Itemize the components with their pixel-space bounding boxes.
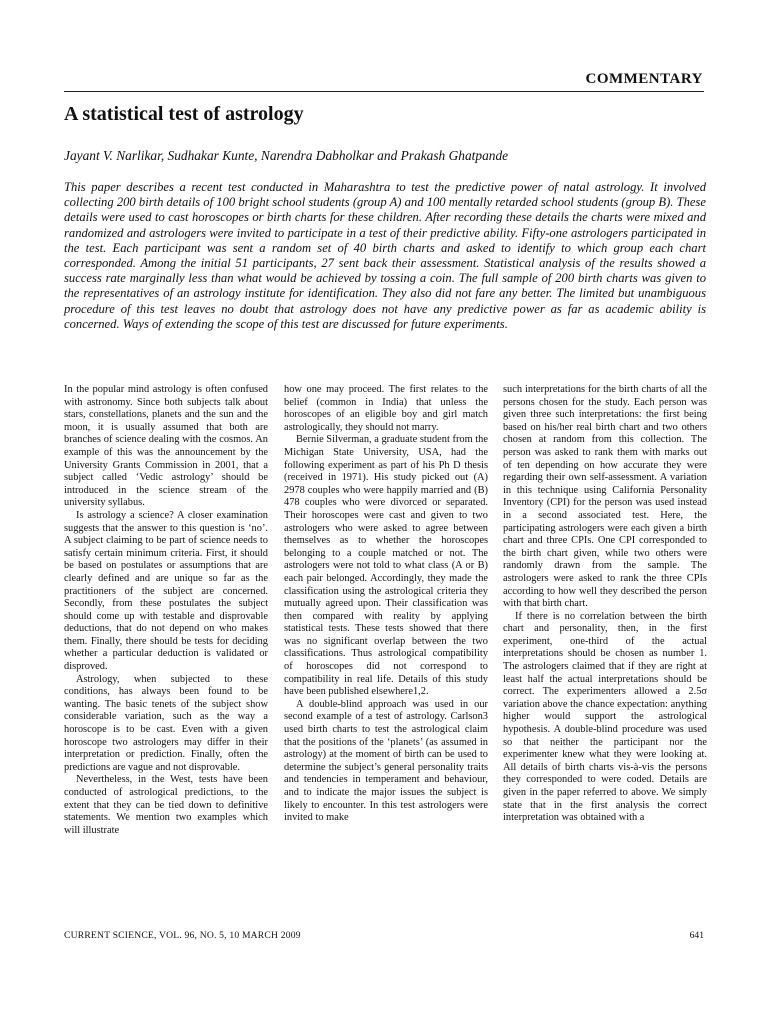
header-rule: [64, 91, 704, 92]
abstract: This paper describes a recent test conducted in Maharashtra to test the predictive power of natal astrology. It involved collecting 200 birth details of 100 bright school students (group A) and 100 mentally retarded school students (group B). These details were used to cast horoscopes or birth charts for these children. After recording these details the charts were mixed and randomized and astrologers were invited to participate in a test of their predictive ability. Fifty-one astrologers participated in the test. Each participant was sent a random set of 40 birth charts and asked to identify to which group each chart corresponded. Among the initial 51 participants, 27 sent back their assessment. Statistical analysis of the results showed a success rate marginally less than what would be achieved by tossing a coin. The full sample of 200 birth charts was given to the representatives of an astrology institute for identification. They also did not fare any better. The limited but unambiguous procedure of this test leaves no doubt that astrology does not have any predictive power as far as academic ability is concerned. Ways of extending the scope of this test are discussed for future experiments.: [64, 180, 706, 331]
paragraph: If there is no correlation between the birth chart and personality, then, in the first experiment, one-third of the actual interpretations should be chosen as number 1. The astrologers claimed that if they are right at least half the actual interpretations should be correct. The experimenters allowed a 2.5σ variation above the chance expectation: anything higher would support the astrological hypothesis. A double-blind procedure was used so that neither the participant nor the experimenter knew what they were looking at. All details of birth charts vis-à-vis the persons they corresponded to were coded. Details are given in the paper referred to above. We simply state that in the first analysis the correct interpretation was obtained with a: [503, 610, 707, 824]
journal-footer: CURRENT SCIENCE, VOL. 96, NO. 5, 10 MARCH 2009: [64, 930, 301, 941]
paragraph: Nevertheless, in the West, tests have been conducted of astrological predictions, to the extent that they can be tied down to definitive statements. We mention two examples which will illustrate: [64, 774, 268, 836]
section-label: COMMENTARY: [585, 71, 703, 87]
body-column-3: [503, 384, 707, 825]
paragraph: Astrology, when subjected to these conditions, has always been found to be wanting. The basic tenets of the subject show considerable variation, such as the way a horoscope is to be cast. Even with a given horoscope two astrologers may differ in their interpretation or prediction. Finally, often the predictions are vague and not disprovable.: [64, 673, 268, 773]
page-number: 641: [689, 930, 704, 941]
paragraph: In the popular mind astrology is often confused with astronomy. Since both subjects talk about stars, constellations, planets and the sun and the moon, it is usually assumed that both are branches of science dealing with the cosmos. An example of this was the announcement by the University Grants Commission in 2001, that a subject called ‘Vedic astrology’ should be introduced in the science stream of the university syllabus.: [64, 384, 268, 509]
paragraph: Is astrology a science? A closer examination suggests that the answer to this question is ‘no’. A subject claiming to be part of science needs to satisfy certain minimum criteria. First, it should be based on postulates or assumptions that are clearly defined and are unique so far as the practitioners of the subject are concerned. Secondly, from these postulates the subject should come up with testable and disprovable deductions, that do not depend on who makes them. Finally, there should be tests for deciding whether a particular deduction is validated or disproved.: [64, 509, 268, 673]
body-column-2: [284, 384, 488, 825]
paragraph: A double-blind approach was used in our second example of a test of astrology. Carlson3 used birth charts to test the astrological claim that the positions of the ‘planets’ (as assumed in astrology) at the moment of birth can be used to determine the subject’s general personality traits and tendencies in temperament and behaviour, and to indicate the major issues the subject is likely to encounter. In this test astrologers were invited to make: [284, 698, 488, 824]
paragraph: how one may proceed. The first relates to the belief (common in India) that unless the horoscopes of an eligible boy and girl match astrologically, they should not marry.: [284, 384, 488, 433]
article-title: A statistical test of astrology: [64, 103, 304, 125]
author-list: Jayant V. Narlikar, Sudhakar Kunte, Narendra Dabholkar and Prakash Ghatpande: [64, 148, 509, 163]
paragraph: Bernie Silverman, a graduate student from the Michigan State University, USA, had the following experiment as part of his Ph D thesis (received in 1971). His study picked out (A) 2978 couples who were happily married and (B) 478 couples who were divorced or separated. Their horoscopes were cast and given to two astrologers who were asked to agree between themselves as to whether the horoscopes belonging to a couple matched or not. The astrologers were not told to what class (A or B) each pair belonged. Accordingly, they made the classification using the astrological criteria they mutually agreed upon. Their classification was then compared with reality by applying statistical tests. These tests showed that there was no significant overlap between the two classifications. Thus astrological compatibility of horoscopes did not correspond to compatibility in real life. Details of this study have been published elsewhere1,2.: [284, 434, 488, 698]
body-column-1: [64, 384, 268, 837]
paragraph: such interpretations for the birth charts of all the persons chosen for the study. Each person was given three such interpretations: the first being based on his/her real birth chart and two others chosen at random from this collection. The person was asked to rank them with marks out of ten depending on how accurate they were regarding their own self-assessment. A variation in this technique using California Personality Inventory (CPI) for the person was used instead in a second associated test. Here, the participating astrologers were each given a birth chart and three CPIs. One CPI corresponded to the birth chart given, while two others were randomly drawn from the sample. The astrologers were asked to rank the three CPIs according to how well they described the person with that birth chart.: [503, 384, 707, 610]
